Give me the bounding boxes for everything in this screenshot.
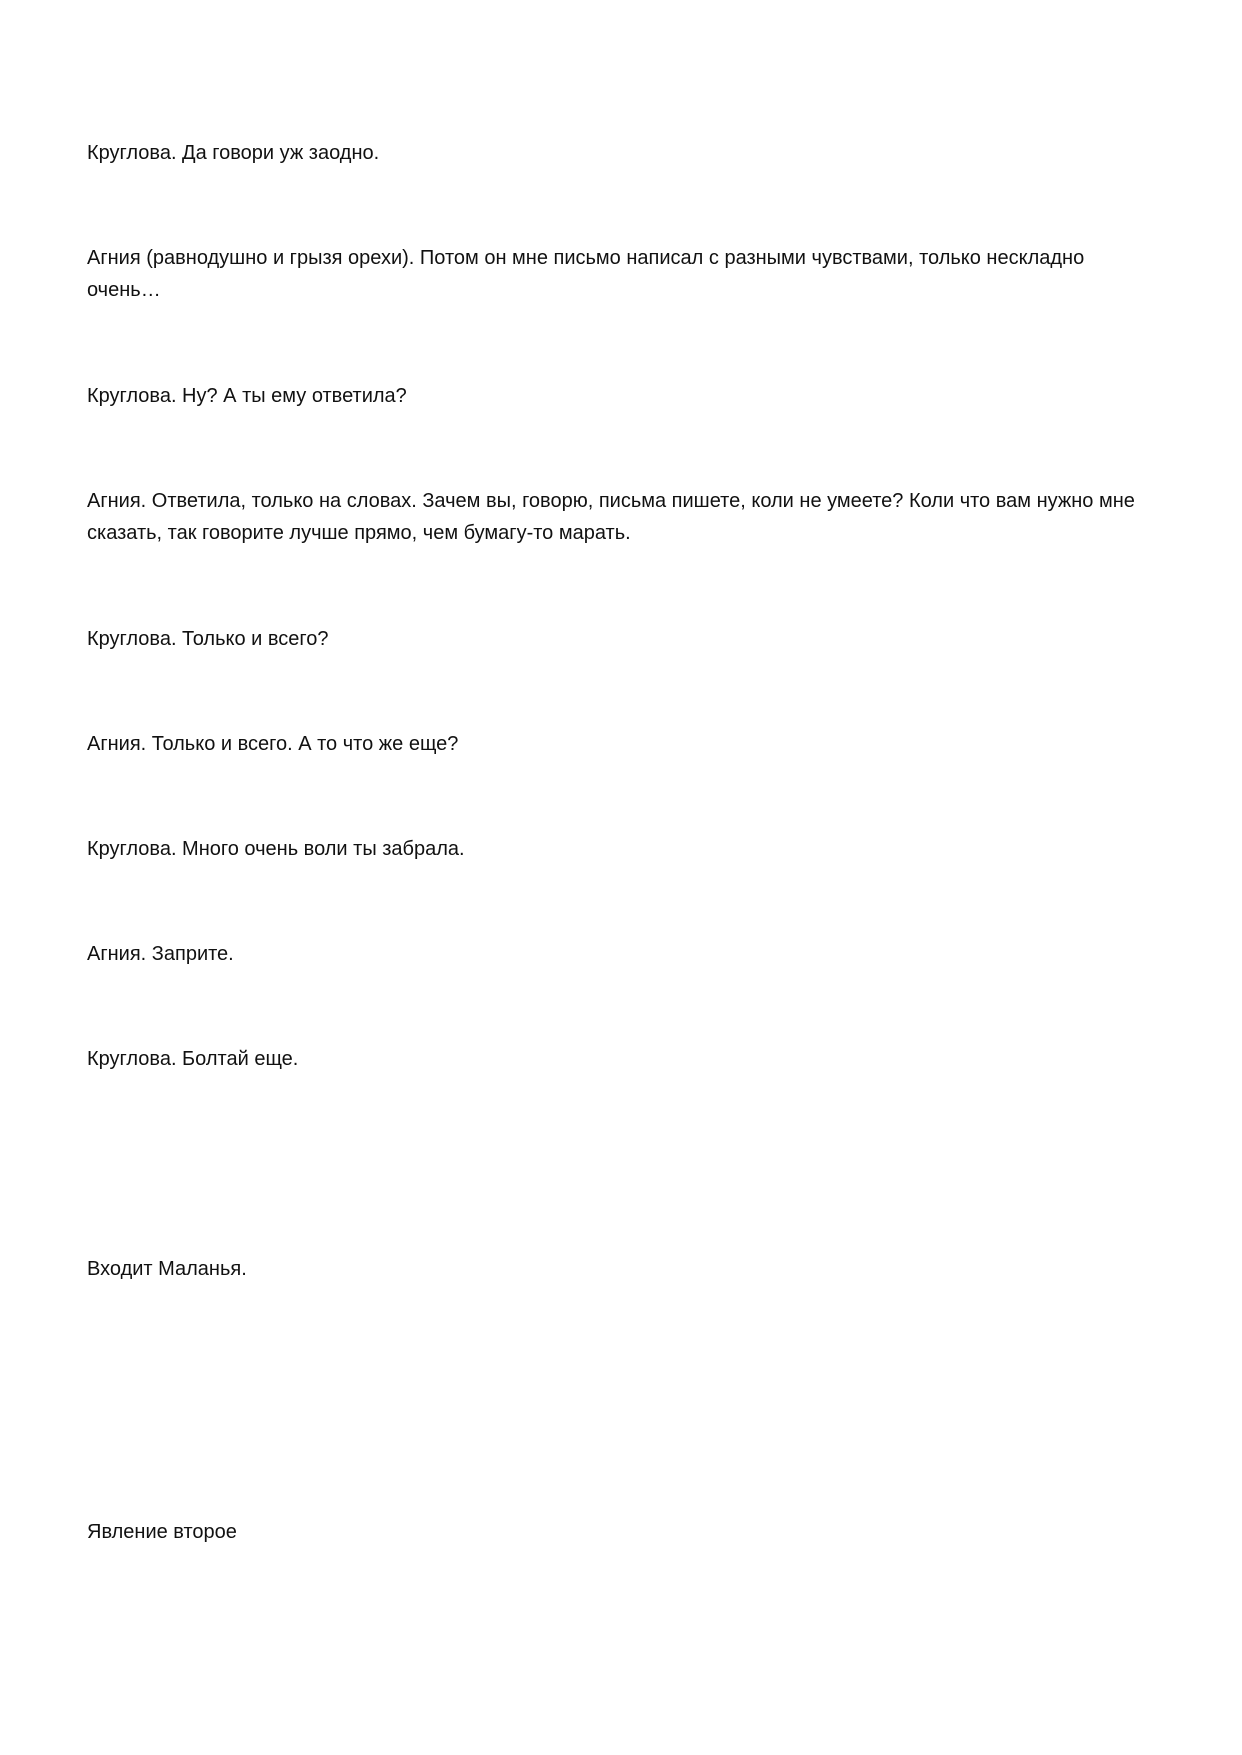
stage-direction: Входит Маланья. — [87, 1258, 247, 1280]
dialogue-line: Круглова. Да говори уж заодно. — [87, 142, 380, 164]
dialogue-line: Агния. Заприте. — [87, 943, 234, 965]
dialogue-line: Агния. Только и всего. А то что же еще? — [87, 733, 459, 755]
dialogue-line: Круглова. Болтай еще. — [87, 1048, 299, 1070]
dialogue-line: Агния. Ответила, только на словах. Зачем вы, говорю, письма пишете, коли не умеете? Коли что вам нужно мне сказать, так говорите лучше прямо, чем бумагу-то марать. — [87, 490, 1135, 544]
dialogue-line: Агния (равнодушно и грызя орехи). Потом он мне письмо написал с разными чувствами, только нескладно очень… — [87, 247, 1085, 301]
dialogue-line: Круглова. Ну? А ты ему ответила? — [87, 385, 407, 407]
dialogue-line: Круглова. Много очень воли ты забрала. — [87, 838, 465, 860]
dialogue-line: Круглова. Только и всего? — [87, 628, 329, 650]
scene-heading: Явление второе — [87, 1521, 237, 1543]
